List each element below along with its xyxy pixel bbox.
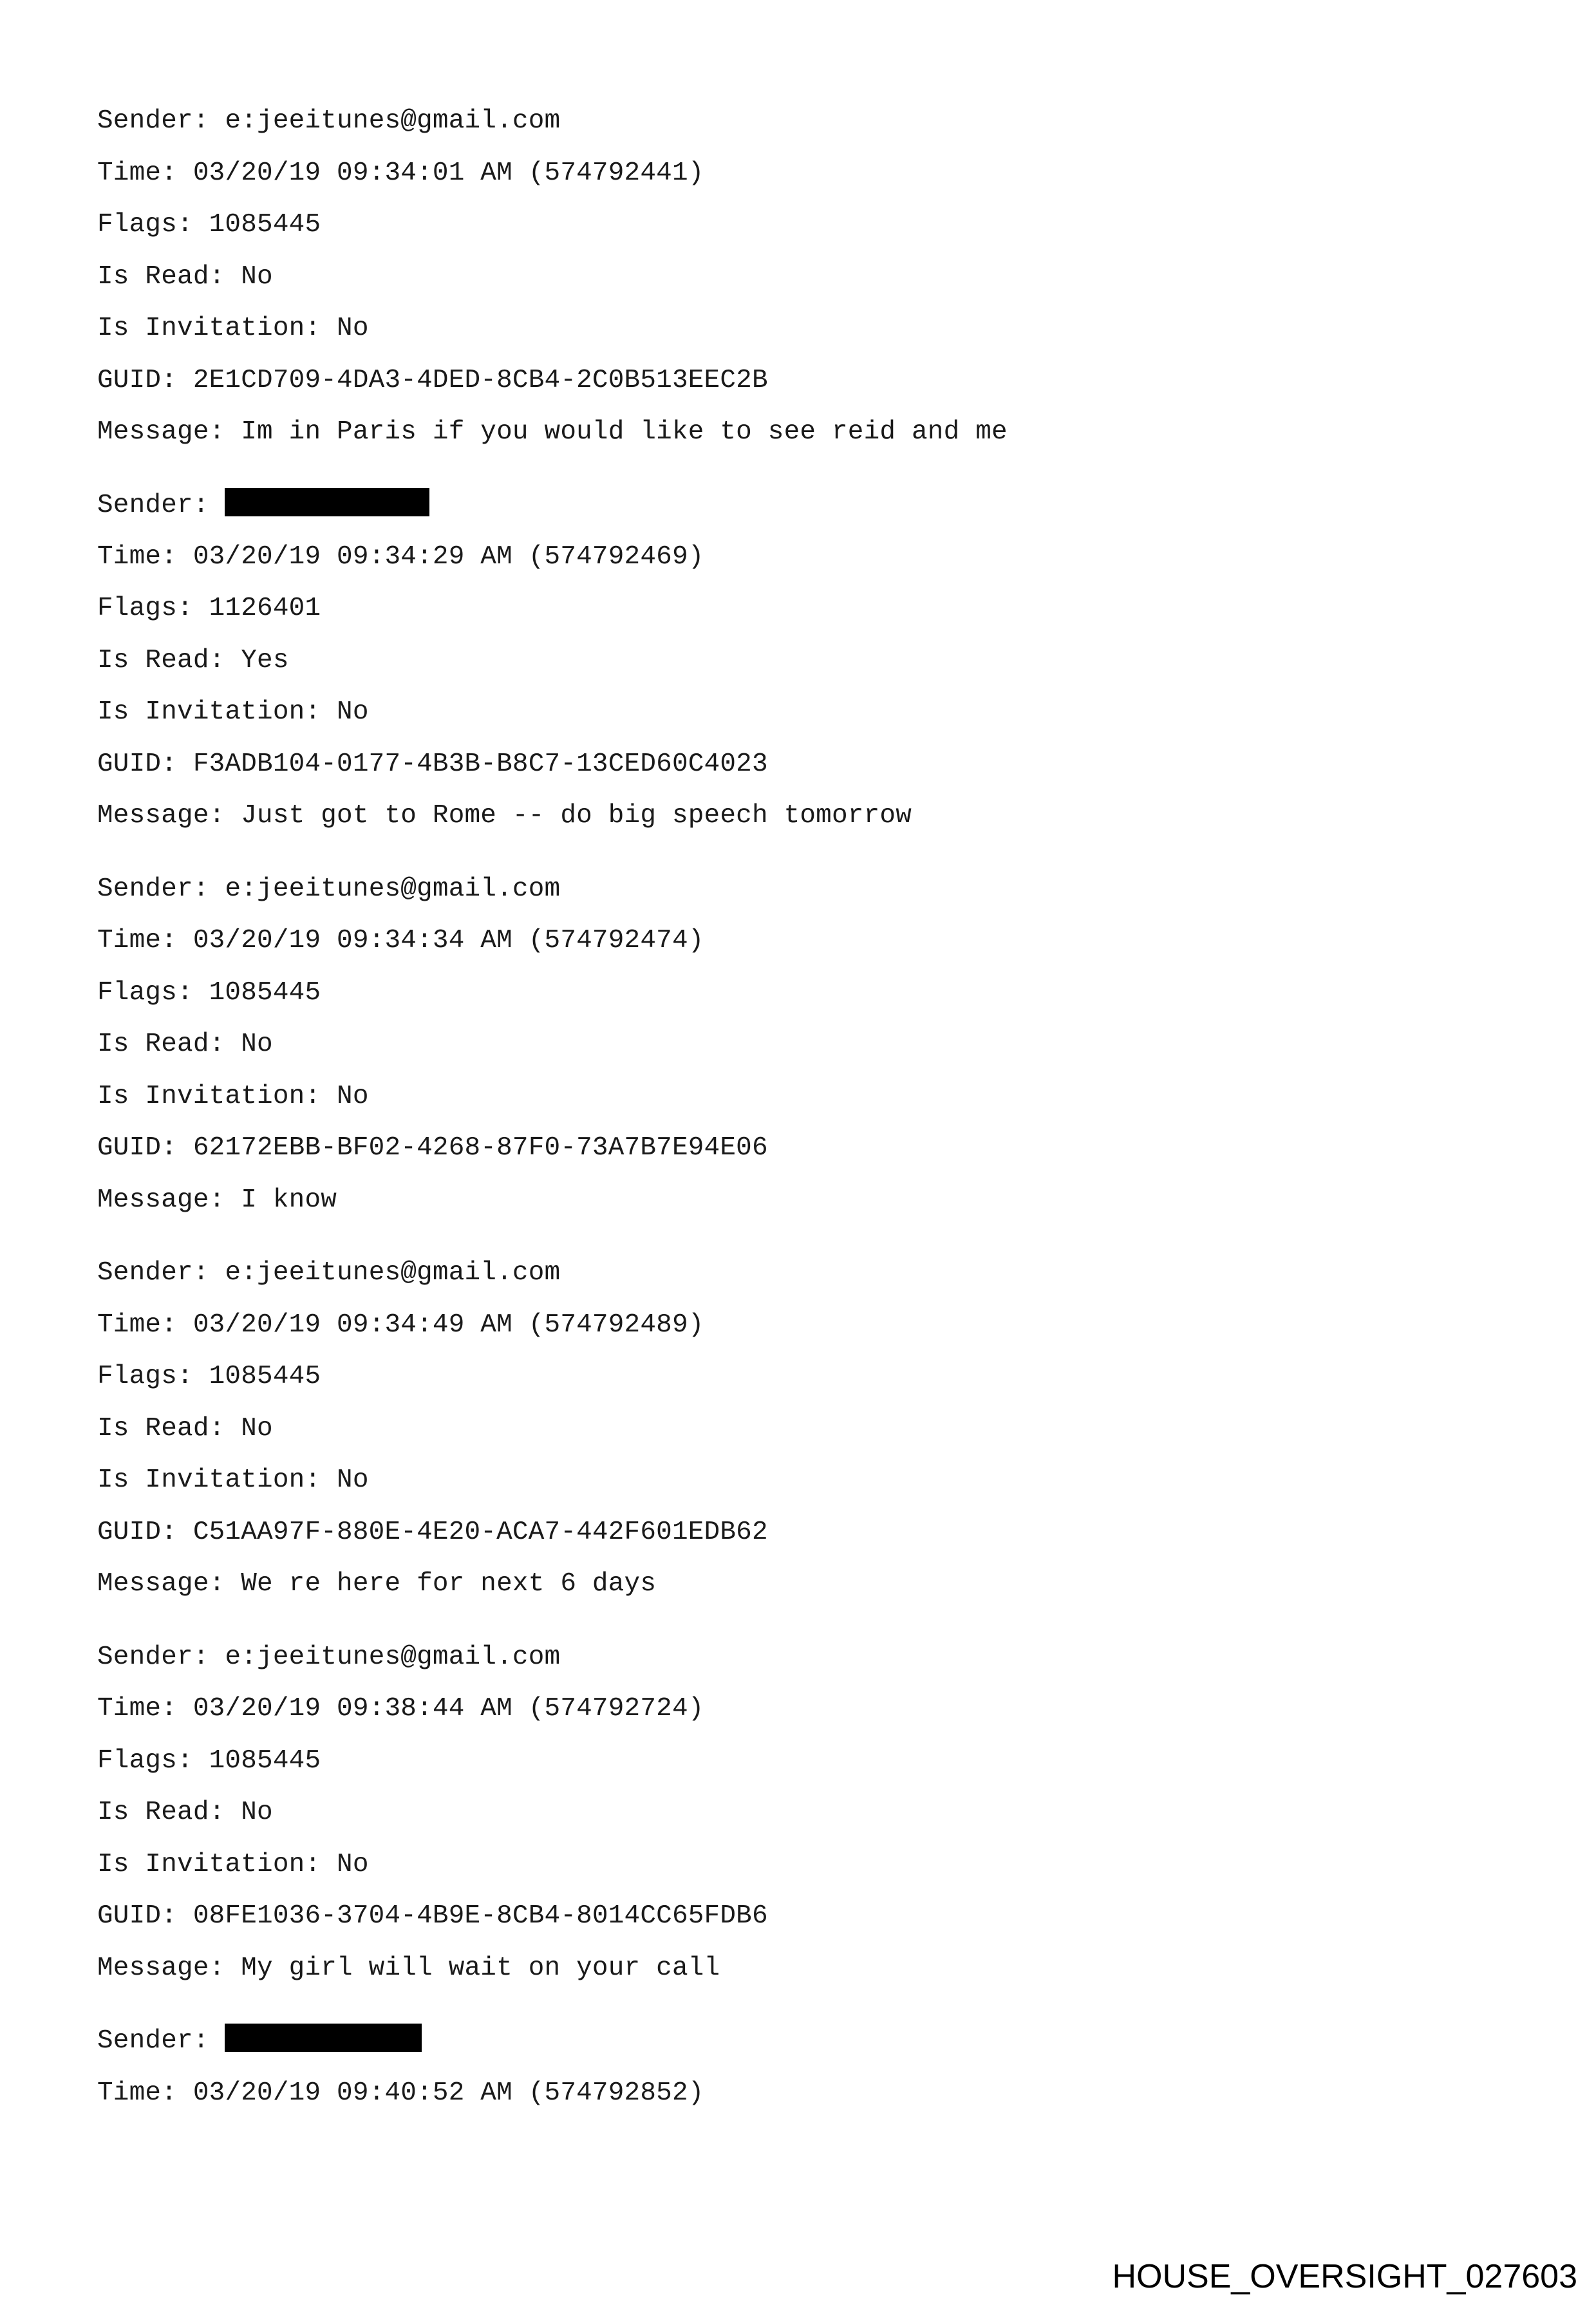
sender-line — [97, 874, 560, 905]
is-read-line: Is Read: No — [97, 262, 273, 292]
time-line: Time: 03/20/19 09:38:44 AM (574792724) — [97, 1694, 704, 1724]
sender-line — [97, 2026, 422, 2056]
sender-label: Sender: — [97, 1258, 209, 1288]
flags-line: Flags: 1126401 — [97, 594, 321, 623]
flags-line: Flags: 1085445 — [97, 210, 321, 240]
time-line: Time: 03/20/19 09:40:52 AM (574792852) — [97, 2078, 704, 2108]
guid-line: GUID: F3ADB104-0177-4B3B-B8C7-13CED60C4023 — [97, 749, 768, 779]
sender-label: Sender: — [97, 106, 209, 136]
message-line: Message: My girl will wait on your call — [97, 1953, 720, 1983]
redaction-block — [225, 488, 429, 516]
is-read-line: Is Read: Yes — [97, 646, 289, 675]
message-line: Message: I know — [97, 1185, 337, 1215]
is-invitation-line: Is Invitation: No — [97, 1082, 369, 1111]
is-read-line: Is Read: No — [97, 1414, 273, 1443]
sender-line — [97, 1257, 560, 1288]
is-invitation-line: Is Invitation: No — [97, 314, 369, 343]
sender-label: Sender: — [97, 2026, 209, 2056]
guid-line: GUID: 08FE1036-3704-4B9E-8CB4-8014CC65FDB6 — [97, 1901, 768, 1931]
sender-label: Sender: — [97, 1642, 209, 1672]
is-invitation-line: Is Invitation: No — [97, 697, 369, 727]
flags-line: Flags: 1085445 — [97, 1746, 321, 1776]
sender-value: e:jeeitunes@gmail.com — [225, 106, 561, 136]
is-invitation-line: Is Invitation: No — [97, 1465, 369, 1495]
time-line: Time: 03/20/19 09:34:34 AM (574792474) — [97, 926, 704, 955]
message-line: Message: We re here for next 6 days — [97, 1569, 657, 1599]
message-line: Message: Just got to Rome -- do big speech tomorrow — [97, 801, 912, 831]
is-invitation-line: Is Invitation: No — [97, 1850, 369, 1879]
time-line: Time: 03/20/19 09:34:29 AM (574792469) — [97, 542, 704, 572]
flags-line: Flags: 1085445 — [97, 978, 321, 1008]
message-line: Message: Im in Paris if you would like to see reid and me — [97, 417, 1008, 447]
sender-label: Sender: — [97, 491, 209, 520]
sender-label: Sender: — [97, 874, 209, 904]
time-line: Time: 03/20/19 09:34:01 AM (574792441) — [97, 158, 704, 188]
flags-line: Flags: 1085445 — [97, 1362, 321, 1391]
sender-value: e:jeeitunes@gmail.com — [225, 874, 561, 904]
sender-line — [97, 106, 560, 136]
guid-line: GUID: C51AA97F-880E-4E20-ACA7-442F601EDB62 — [97, 1518, 768, 1547]
guid-line: GUID: 62172EBB-BF02-4268-87F0-73A7B7E94E06 — [97, 1133, 768, 1163]
guid-line: GUID: 2E1CD709-4DA3-4DED-8CB4-2C0B513EEC2B — [97, 366, 768, 395]
sender-line — [97, 490, 429, 521]
bates-number: HOUSE_OVERSIGHT_027603 — [1112, 2258, 1577, 2295]
time-line: Time: 03/20/19 09:34:49 AM (574792489) — [97, 1310, 704, 1340]
redaction-block — [225, 2024, 422, 2052]
sender-value: e:jeeitunes@gmail.com — [225, 1258, 561, 1288]
is-read-line: Is Read: No — [97, 1798, 273, 1827]
sender-line — [97, 1642, 560, 1673]
sender-value: e:jeeitunes@gmail.com — [225, 1642, 561, 1672]
is-read-line: Is Read: No — [97, 1029, 273, 1059]
